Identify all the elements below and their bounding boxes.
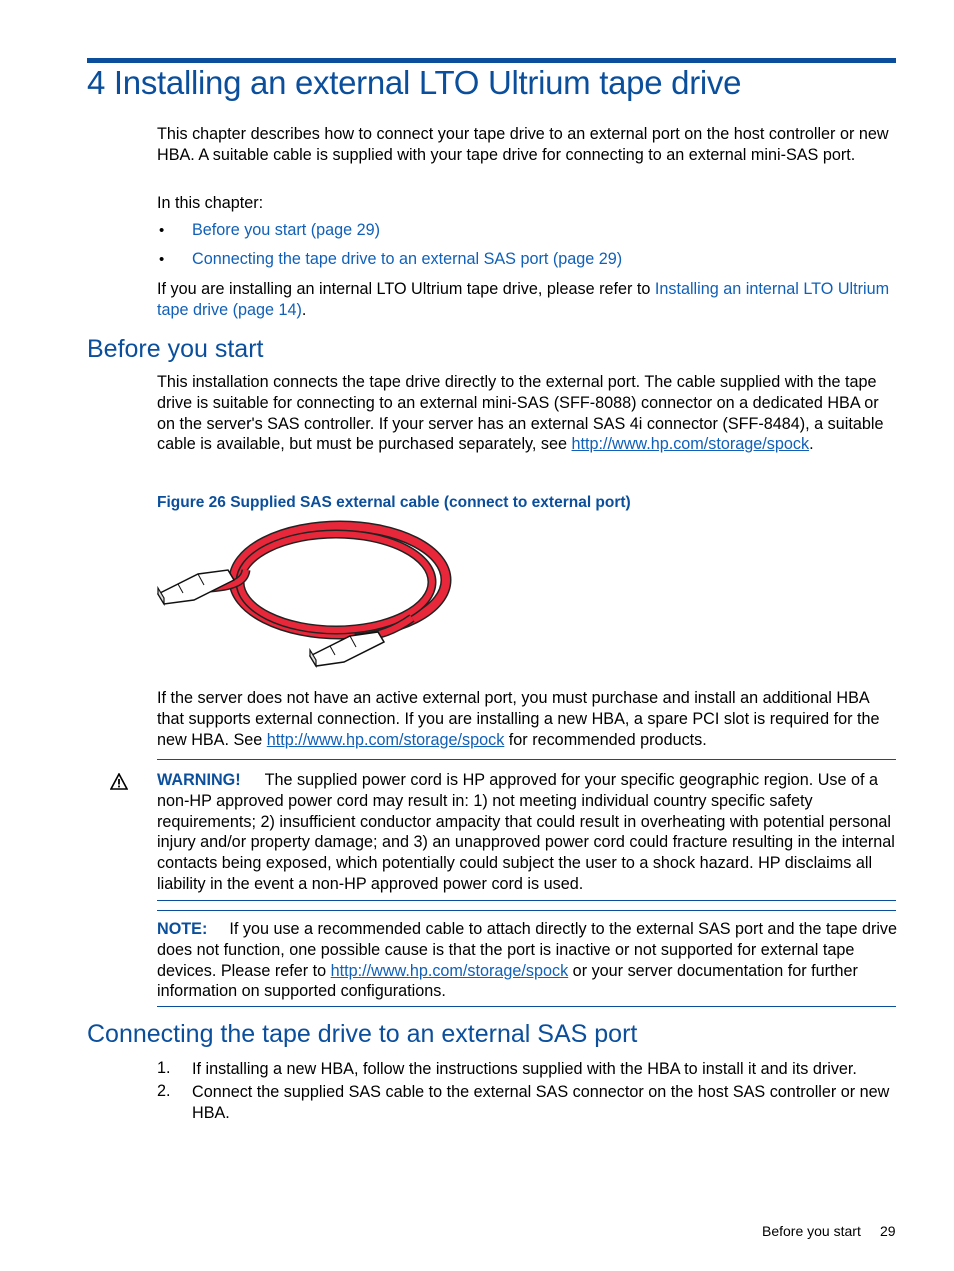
spock-link[interactable]: http://www.hp.com/storage/spock [571, 435, 810, 454]
warning-label: WARNING! [157, 771, 241, 789]
toc-link-connecting[interactable]: Connecting the tape drive to an external SAS port (page 29) [192, 250, 623, 268]
note-top-rule-2 [157, 910, 896, 911]
before-start-paragraph [157, 372, 899, 455]
note-label: NOTE: [157, 920, 208, 938]
before-you-start-heading: Before you start [87, 335, 264, 363]
toc-bullet: • [159, 222, 165, 239]
hba-text: If the server does not have an active external port, you must purchase and install an additional HBA that supports external connection. If you are installing a new HBA, a spare PCI slot is required for the new HBA. See [157, 689, 880, 749]
warning-icon [110, 773, 128, 790]
refer-suffix: . [301, 300, 307, 319]
spock-link[interactable]: http://www.hp.com/storage/spock [330, 961, 569, 980]
note-end: or your server documentation for further information on supported configurations. [157, 961, 858, 1001]
warning-block [157, 770, 899, 895]
cable-loop [210, 526, 446, 638]
note-block [157, 919, 899, 1002]
chapter-intro: This chapter describes how to connect your tape drive to an external port on the host controller or new HBA. A suitable cable is supplied with your tape drive for connecting to an external mini-SAS port. [157, 125, 889, 164]
hba-end: for recommended products. [504, 730, 707, 749]
figure-caption: Figure 26 Supplied SAS external cable (connect to external port) [157, 494, 631, 511]
note-text: If you use a recommended cable to attach directly to the external SAS port and the tape drive does not function, one possible cause is that the port is inactive or not supported for external tape devices. Please refer to [157, 920, 898, 980]
warning-top-rule [157, 759, 896, 760]
refer-prefix: If you are installing an internal LTO Ultrium tape drive, please refer to [157, 280, 655, 298]
footer-section: Before you start [762, 1223, 861, 1239]
footer-page-number: 29 [880, 1223, 896, 1239]
step-text: If installing a new HBA, follow the instructions supplied with the HBA to install it and its driver. [192, 1060, 857, 1078]
before-start-end: . [809, 435, 814, 454]
chapter-title: 4 Installing an external LTO Ultrium tape drive [87, 64, 742, 101]
internal-install-link[interactable]: Installing an internal LTO Ultrium tape drive (page 14) [157, 280, 890, 319]
note-bottom-rule [157, 1006, 896, 1007]
toc-link-before-you-start[interactable]: Before you start (page 29) [192, 221, 381, 239]
note-top-rule [157, 900, 896, 901]
refer-paragraph [157, 279, 899, 321]
step-number: 1. [157, 1059, 171, 1077]
spock-link[interactable]: http://www.hp.com/storage/spock [266, 730, 505, 749]
step-number: 2. [157, 1082, 171, 1100]
connecting-heading: Connecting the tape drive to an external SAS port [87, 1020, 638, 1048]
chapter-top-rule [87, 58, 896, 63]
step-text: Connect the supplied SAS cable to the external SAS connector on the host SAS controller or new HBA. [192, 1083, 890, 1122]
toc-bullet: • [159, 251, 165, 268]
before-start-text: This installation connects the tape drive directly to the external port. The cable supplied with the tape drive is suitable for connecting to an external mini-SAS (SFF-8088) connector on a dedicated HBA or on the server's SAS controller. If your server has an external SAS 4i connector (SFF-8484), a suitable cable is available, but must be purchased separately, see [157, 373, 884, 454]
in-this-chapter-label: In this chapter: [157, 194, 264, 212]
warning-text: The supplied power cord is HP approved for your specific geographic region. Use of a non-HP approved power cord may result in: 1) not meeting individual country specific safety requirements; 2) insufficient conductor ampacity that could result in overheating with potential personal injury and/or property damage; and 3) an unapproved power cord could fracture resulting in the internal contacts being exposed, which potentially could subject the user to a shock hazard. HP disclaims all liability in the event a non-HP approved power cord is used. [157, 771, 895, 893]
hba-paragraph [157, 688, 899, 750]
sas-cable-figure [150, 518, 460, 673]
